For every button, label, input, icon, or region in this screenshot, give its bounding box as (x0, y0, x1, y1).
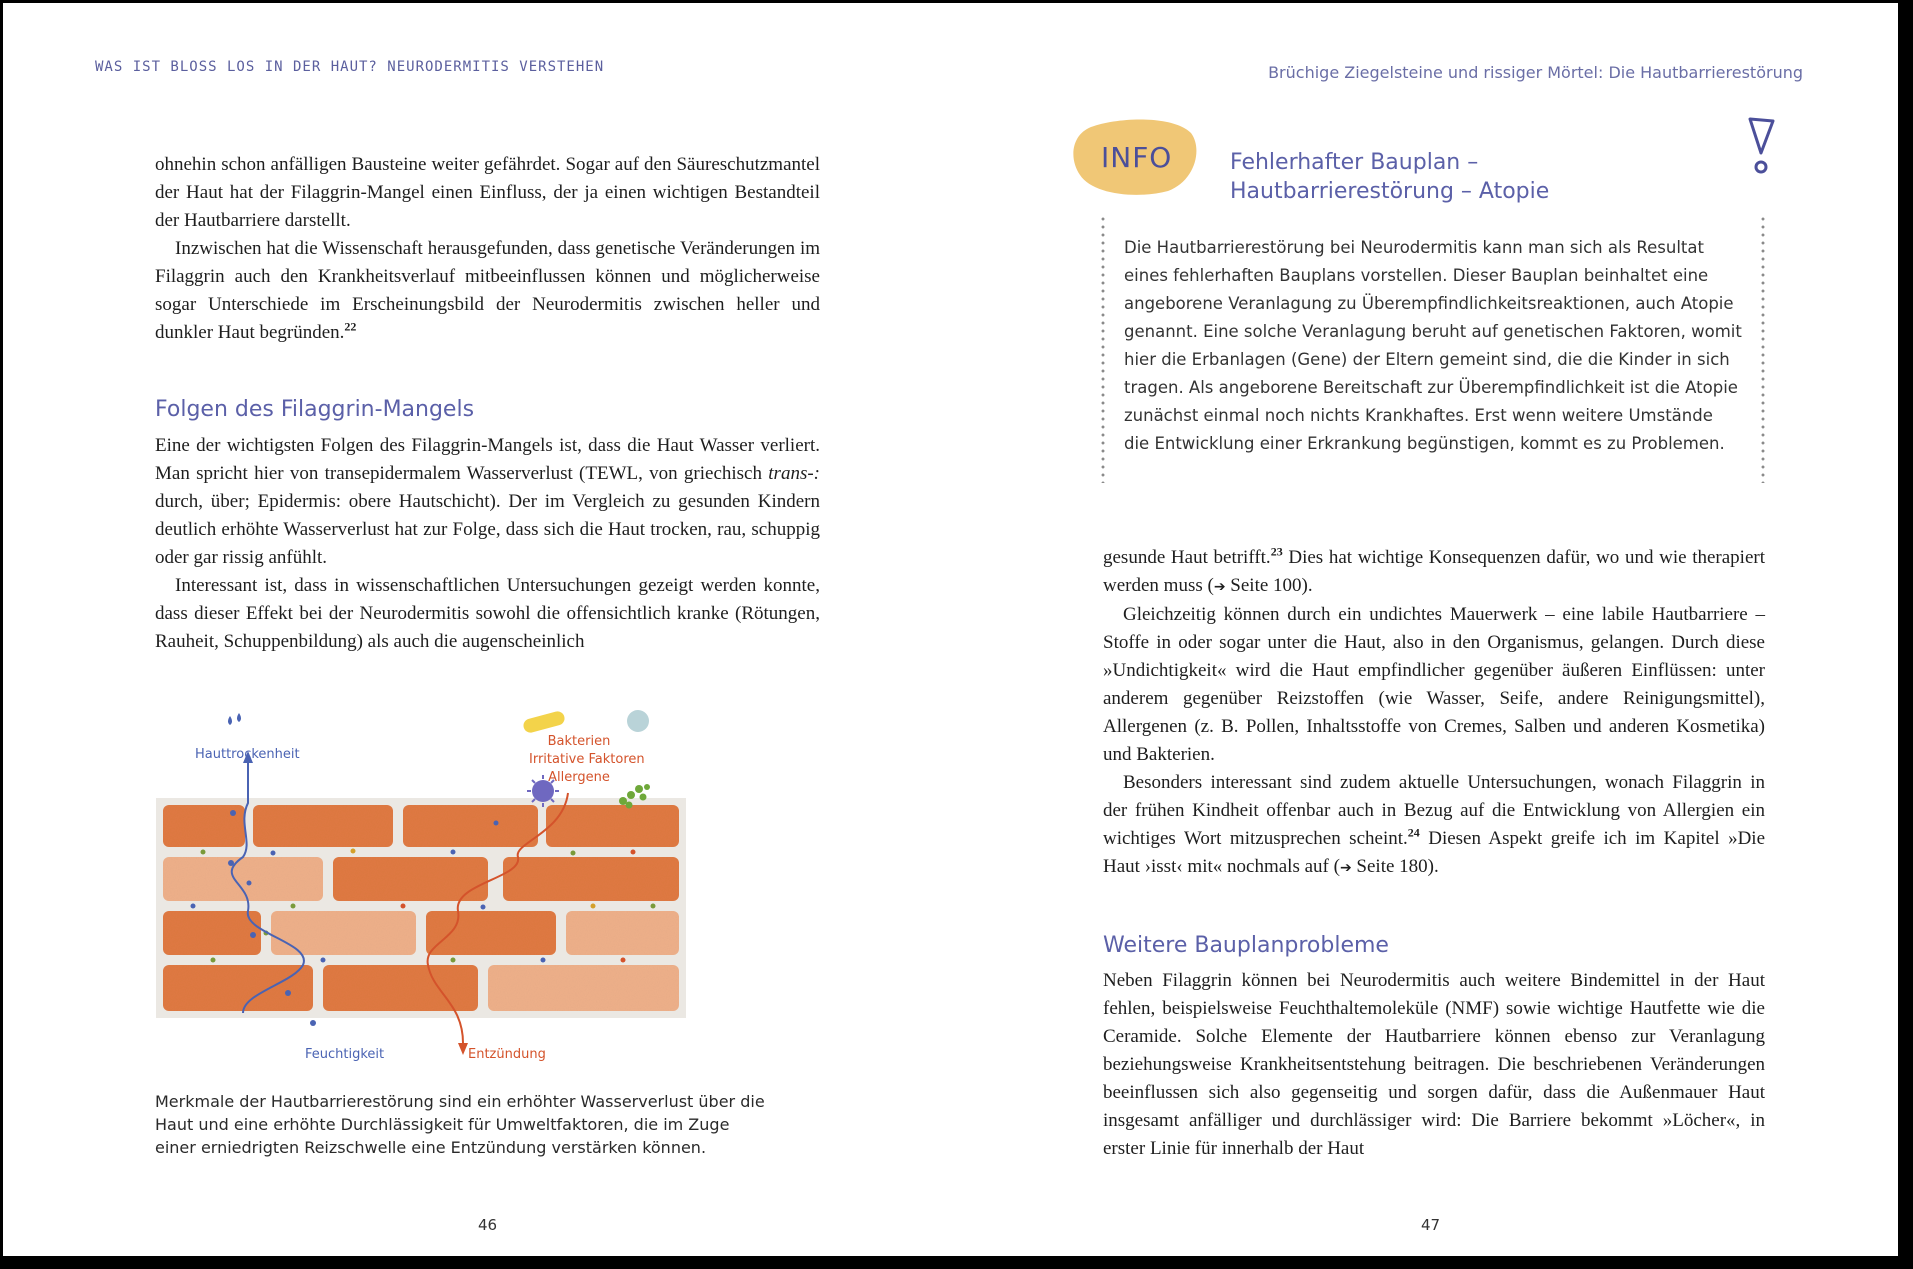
footnote-ref[interactable]: 23 (1270, 544, 1283, 559)
footnote-ref[interactable]: 24 (1407, 825, 1420, 840)
label-inflammation: Entzündung (468, 1047, 546, 1062)
label-irritants: Irritative Faktoren (529, 752, 645, 767)
body-text-top (155, 151, 820, 347)
page-number: 47 (1421, 1216, 1441, 1234)
body-text-section (1103, 967, 1765, 1163)
figure-caption: Merkmale der Hautbarrierestörung sind ein erhöhter Wasserverlust über die Haut und eine erhöhte Durchlässigkeit für Umweltfaktoren, die im Zuge einer erniedrigten Reizschwelle eine Entzündung verstärken können. (155, 1092, 765, 1157)
arrow-right-icon: ➔ (1339, 860, 1352, 876)
right-page (953, 3, 1903, 1256)
dotted-border-right (1761, 215, 1765, 483)
paragraph: Interessant ist, dass in wissenschaftlichen Untersuchungen gezeigt werden konnte, dass dieser Effekt bei der Neurodermitis sowohl die offensichtlich kranke (Rötungen, Rauheit, Schuppenbildung) als auch die augenscheinlich (155, 575, 820, 652)
info-box-title: Fehlerhafter Bauplan – Hautbarrierestörung – Atopie (1230, 150, 1550, 204)
paragraph: Inzwischen hat die Wissenschaft herausgefunden, dass genetische Veränderungen im Filaggrin auch den Krankheitsverlauf mitbeeinflussen können und möglicherweise sogar Unterschiede im Erscheinungsbild der Neurodermitis zwischen heller und dunkler Haut begründen.$^{22}$ (155, 238, 820, 343)
running-head: Brüchige Ziegelsteine und rissiger Mörtel: Die Hautbarrierestörung (1268, 63, 1803, 82)
paragraph: Neben Filaggrin können bei Neurodermitis auch weitere Bindemittel in der Haut fehlen, beispielsweise Feuchthaltemoleküle (NMF) sowie wichtige Hautfette wie die Ceramide. Solche Elemente der Hautbarriere können ebenso zur Veranlagung beziehungsweise Krankheitsentstehung beitragen. Die beschriebenen Veränderungen beeinflussen sich also gegenseitig und sorgen dafür, dass die Außenmauer Haut insgesamt anfälliger und durchlässiger wird: Die Barriere bekommt »Löcher«, in erster Linie für innerhalb der Haut (1103, 970, 1765, 1159)
label-allergens: Allergene (548, 770, 610, 785)
dotted-border-left (1101, 215, 1105, 483)
pollen-icon (627, 710, 649, 732)
section-heading: Weitere Bauplanprobleme (1103, 933, 1389, 958)
left-page (3, 3, 953, 1256)
arrow-right-icon: ➔ (1213, 579, 1226, 595)
running-head: WAS IST BLOSS LOS IN DER HAUT? NEURODERMITIS VERSTEHEN (95, 59, 605, 75)
paragraph: Eine der wichtigsten Folgen des Filaggrin-Mangels ist, dass die Haut Wasser verliert. Man spricht hier von transepidermalem Wasserverlust (TEWL, von griechisch trans-: durch, über; Epidermis: obere Hautschicht). Der im Vergleich zu gesunden Kindern deutlich erhöhte Wasserverlust hat zur Folge, dass sich die Haut trocken, rau, schuppig oder gar rissig anfühlt. (155, 435, 820, 568)
label-bacteria: Bakterien (547, 734, 611, 749)
body-text-top (1103, 544, 1765, 882)
body-text-section (155, 432, 820, 656)
paragraph: ohnehin schon anfälligen Bausteine weiter gefährdet. Sogar auf den Säureschutzmantel der Haut hat der Filaggrin-Mangel einen Einfluss, der ja einen wichtigen Bestandteil der Hautbarriere darstellt. (155, 154, 820, 231)
bacteria-icon (522, 710, 566, 734)
paragraph: gesunde Haut betrifft.$^{23}$ Dies hat wichtige Konsequenzen dafür, wo und wie therapiert werden muss (➔ Seite 100). (1103, 544, 1765, 596)
footnote-ref[interactable]: 22 (344, 319, 357, 334)
label-dryness: Hauttrockenheit (195, 747, 300, 762)
skin-barrier-figure (153, 703, 713, 1073)
section-heading: Folgen des Filaggrin-Mangels (155, 397, 475, 422)
page-reference[interactable]: Seite 180 (1356, 856, 1428, 877)
paragraph: Gleichzeitig können durch ein undichtes Mauerwerk – eine labile Hautbarriere – Stoffe in oder sogar unter die Haut, also in den Organismus, gelangen. Durch diese »Undichtigkeit« wird die Haut empfindlicher gegenüber äußeren Einflüssen: unter anderem gegenüber Reizstoffen (wie Wasser, Seife, andere Reinigungsmittel), Allergenen (z. B. Pollen, Inhaltsstoffe von Cremes, Salben und anderen Kosmetika) und Bakterien. (1103, 604, 1765, 765)
page-number: 46 (478, 1216, 498, 1234)
info-badge: INFO (1101, 141, 1173, 174)
arrow-down-icon (458, 1043, 468, 1055)
info-box-body: Die Hautbarrierestörung bei Neurodermitis kann man sich als Resultat eines fehlerhaften Bauplans vorstellen. Dieser Bauplan beinhaltet eine angeborene Veranlagung zu Überempfindlichkeitsreaktionen, auch Atopie genannt. Eine solche Veranlagung beruht auf genetischen Faktoren, womit hier die Erbanlagen (Gene) der Eltern gemeint sind, die die Kinder in sich tragen. Als angeborene Bereitschaft zur Überempfindlichkeit ist die Atopie zunächst einmal noch nichts Krankhaftes. Erst wenn weitere Umstände die Entwicklung einer Erkrankung begünstigen, kommt es zu Problemen. (1124, 238, 1742, 453)
exclamation-icon (1746, 115, 1776, 179)
book-spread (3, 3, 1903, 1262)
label-moisture: Feuchtigkeit (305, 1047, 385, 1062)
page-reference[interactable]: Seite 100 (1230, 575, 1302, 596)
paragraph: Besonders interessant sind zudem aktuelle Untersuchungen, wonach Filaggrin in der frühen Kindheit offenbar auch in Bezug auf die Entwicklung von Allergien ein wichtiges Wort mitzusprechen scheint.$^{24}$ Diesen Aspekt greife ich im Kapitel »Die Haut ›isst‹ mit« nochmals auf (➔ Seite 180). (1103, 772, 1766, 877)
